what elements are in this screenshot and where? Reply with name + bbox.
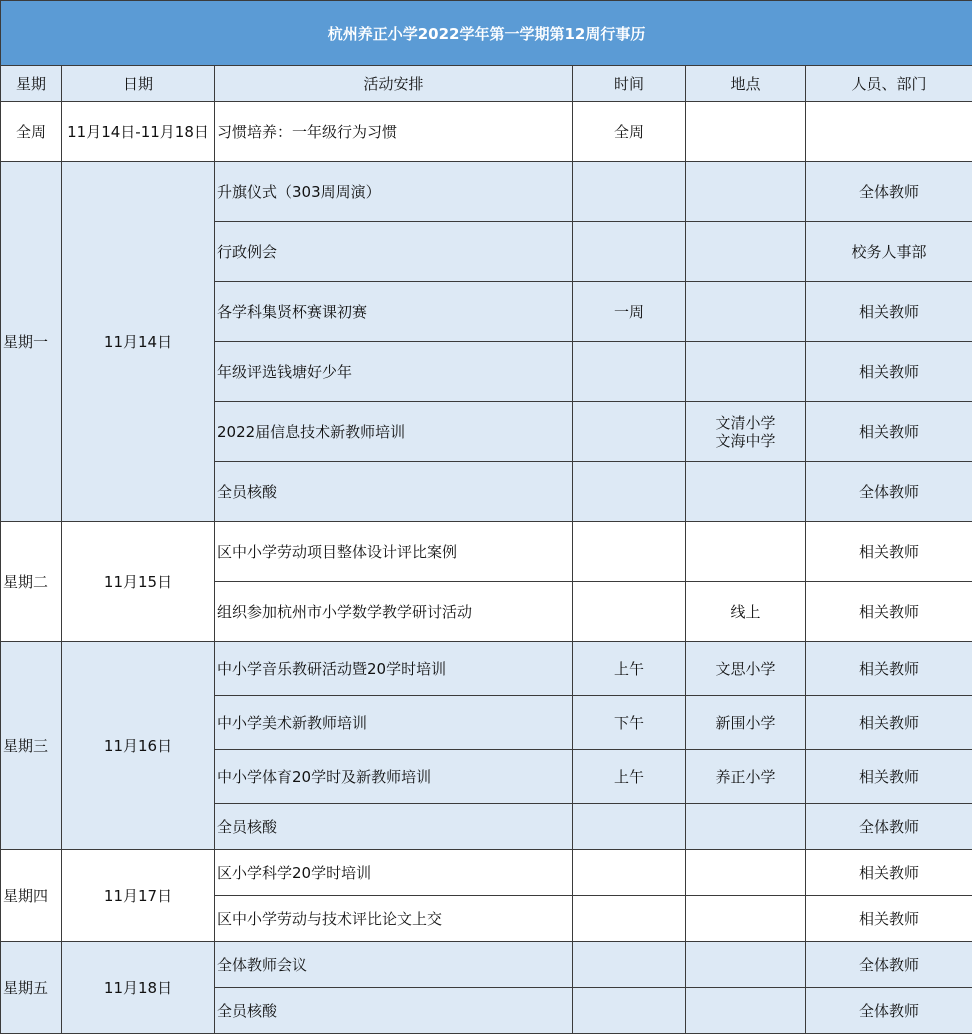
people-cell: 全体教师 [806,162,972,222]
time-cell: 全周 [573,102,686,162]
time-cell [573,222,686,282]
place-cell [686,522,806,582]
date-cell: 11月15日 [62,522,215,642]
activity-cell: 行政例会 [215,222,573,282]
people-cell: 相关教师 [806,402,972,462]
weekday-cell: 星期二 [1,522,62,642]
table-row [1,850,972,896]
people-cell: 相关教师 [806,850,972,896]
place-cell [686,162,806,222]
activity-cell: 区中小学劳动与技术评比论文上交 [215,896,573,942]
time-cell [573,522,686,582]
activity-cell: 年级评选钱塘好少年 [215,342,573,402]
table-row [1,642,972,696]
activity-cell: 各学科集贤杯赛课初赛 [215,282,573,342]
activity-cell: 区中小学劳动项目整体设计评比案例 [215,522,573,582]
date-cell: 11月17日 [62,850,215,942]
place-cell [686,988,806,1034]
place-line: 文海中学 [715,431,776,450]
place-cell [686,402,806,462]
activity-cell: 升旗仪式（303周周演） [215,162,573,222]
page-title: 杭州养正小学2022学年第一学期第12周行事历 [1,1,972,66]
time-cell [573,342,686,402]
time-cell [573,988,686,1034]
time-cell [573,850,686,896]
weekday-cell: 星期一 [1,162,62,522]
header-people: 人员、部门 [806,66,972,102]
header-time: 时间 [573,66,686,102]
time-cell [573,942,686,988]
time-cell [573,804,686,850]
place-cell: 文思小学 [686,642,806,696]
table-row [1,522,972,582]
time-cell [573,896,686,942]
activity-cell: 习惯培养：一年级行为习惯 [215,102,573,162]
weekday-cell: 星期三 [1,642,62,850]
people-cell: 相关教师 [806,696,972,750]
date-cell: 11月18日 [62,942,215,1034]
activity-cell: 组织参加杭州市小学数学教学研讨活动 [215,582,573,642]
people-cell: 相关教师 [806,342,972,402]
weekday-cell: 全周 [1,102,62,162]
place-line: 文清小学 [715,413,776,432]
people-cell: 相关教师 [806,582,972,642]
place-cell [686,804,806,850]
people-cell [806,102,972,162]
people-cell: 全体教师 [806,804,972,850]
place-cell [686,102,806,162]
activity-cell: 中小学音乐教研活动暨20学时培训 [215,642,573,696]
time-cell: 上午 [573,642,686,696]
time-cell [573,162,686,222]
place-cell: 养正小学 [686,750,806,804]
people-cell: 相关教师 [806,642,972,696]
place-cell [686,942,806,988]
header-row [1,66,972,102]
date-cell: 11月14日-11月18日 [62,102,215,162]
header-place: 地点 [686,66,806,102]
weekday-cell: 星期五 [1,942,62,1034]
activity-cell: 中小学体育20学时及新教师培训 [215,750,573,804]
time-cell [573,402,686,462]
place-cell [686,222,806,282]
activity-cell: 全体教师会议 [215,942,573,988]
activity-cell: 全员核酸 [215,804,573,850]
activity-cell: 全员核酸 [215,988,573,1034]
activity-cell: 全员核酸 [215,462,573,522]
people-cell: 校务人事部 [806,222,972,282]
activity-cell: 2022届信息技术新教师培训 [215,402,573,462]
people-cell: 全体教师 [806,942,972,988]
time-cell: 下午 [573,696,686,750]
header-weekday: 星期 [1,66,62,102]
date-cell: 11月14日 [62,162,215,522]
place-cell: 新围小学 [686,696,806,750]
header-date: 日期 [62,66,215,102]
activity-cell: 中小学美术新教师培训 [215,696,573,750]
header-activity: 活动安排 [215,66,573,102]
people-cell: 相关教师 [806,522,972,582]
time-cell [573,582,686,642]
table-row [1,102,972,162]
people-cell: 全体教师 [806,988,972,1034]
place-cell: 线上 [686,582,806,642]
time-cell: 一周 [573,282,686,342]
place-cell [686,462,806,522]
weekday-cell: 星期四 [1,850,62,942]
table-row [1,162,972,222]
time-cell: 上午 [573,750,686,804]
table-row [1,942,972,988]
place-cell [686,342,806,402]
people-cell: 相关教师 [806,750,972,804]
place-cell [686,282,806,342]
activity-cell: 区小学科学20学时培训 [215,850,573,896]
people-cell: 相关教师 [806,282,972,342]
people-cell: 全体教师 [806,462,972,522]
place-cell [686,850,806,896]
date-cell: 11月16日 [62,642,215,850]
people-cell: 相关教师 [806,896,972,942]
time-cell [573,462,686,522]
place-cell [686,896,806,942]
